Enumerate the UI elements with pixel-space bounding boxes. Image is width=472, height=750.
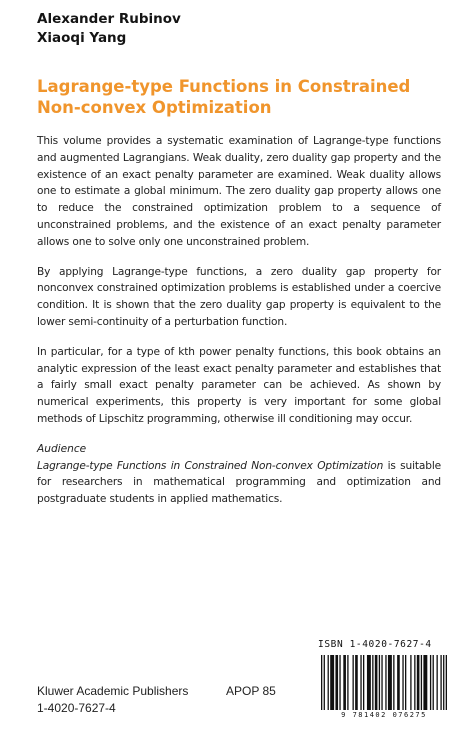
publisher-name: Kluwer Academic Publishers: [37, 684, 189, 698]
author-name: Xiaoqi Yang: [37, 30, 127, 46]
description: [37, 133, 441, 508]
barcode-digits: 9 781402 076275: [341, 711, 427, 719]
title-line: Lagrange-type Functions in Constrained: [37, 77, 411, 96]
description-paragraph: This volume provides a systematic examination of Lagrange-type functions and augmented Lagrangians. Weak duality, zero duality gap property and the existence of an exact penalty parameter are examined. Weak duality allows one to estimate a global minimum. The zero duality gap property allows one to reduce the constrained optimization problem to a sequence of unconstrained problems, and the existence of an exact penalty parameter allows one to solve only one unconstrained problem.: [37, 135, 441, 248]
description-paragraph: In particular, for a type of kth power penalty functions, this book obtains an analytic expression of the least exact penalty parameter and establishes that a fairly small exact penalty parameter can be achieved. As shown by numerical experiments, this property is very important for some global methods of Lipschitz programming, otherwise ill conditioning may occur.: [37, 345, 441, 425]
isbn-label: ISBN 1-4020-7627-4: [318, 639, 432, 650]
author-list: [37, 10, 181, 48]
barcode-image: [318, 655, 450, 710]
audience-heading: Audience: [37, 442, 87, 455]
publisher-isbn: 1-4020-7627-4: [37, 701, 116, 715]
audience-description: is suitable for researchers in mathematical programming and optimization and postgraduate students in applied mathematics.: [37, 459, 441, 506]
title-line: Non-convex Optimization: [37, 98, 272, 117]
book-title: [37, 76, 447, 118]
audience-text: [37, 458, 441, 508]
author-name: Alexander Rubinov: [37, 11, 181, 27]
series-number: APOP 85: [226, 684, 276, 698]
audience-book-title: Lagrange-type Functions in Constrained Non-convex Optimization: [37, 459, 384, 472]
description-paragraph: By applying Lagrange-type functions, a zero duality gap property for nonconvex constrained optimization problems is established under a coercive condition. It is shown that the zero duality gap property is equivalent to the lower semi-continuity of a perturbation function.: [37, 265, 441, 328]
